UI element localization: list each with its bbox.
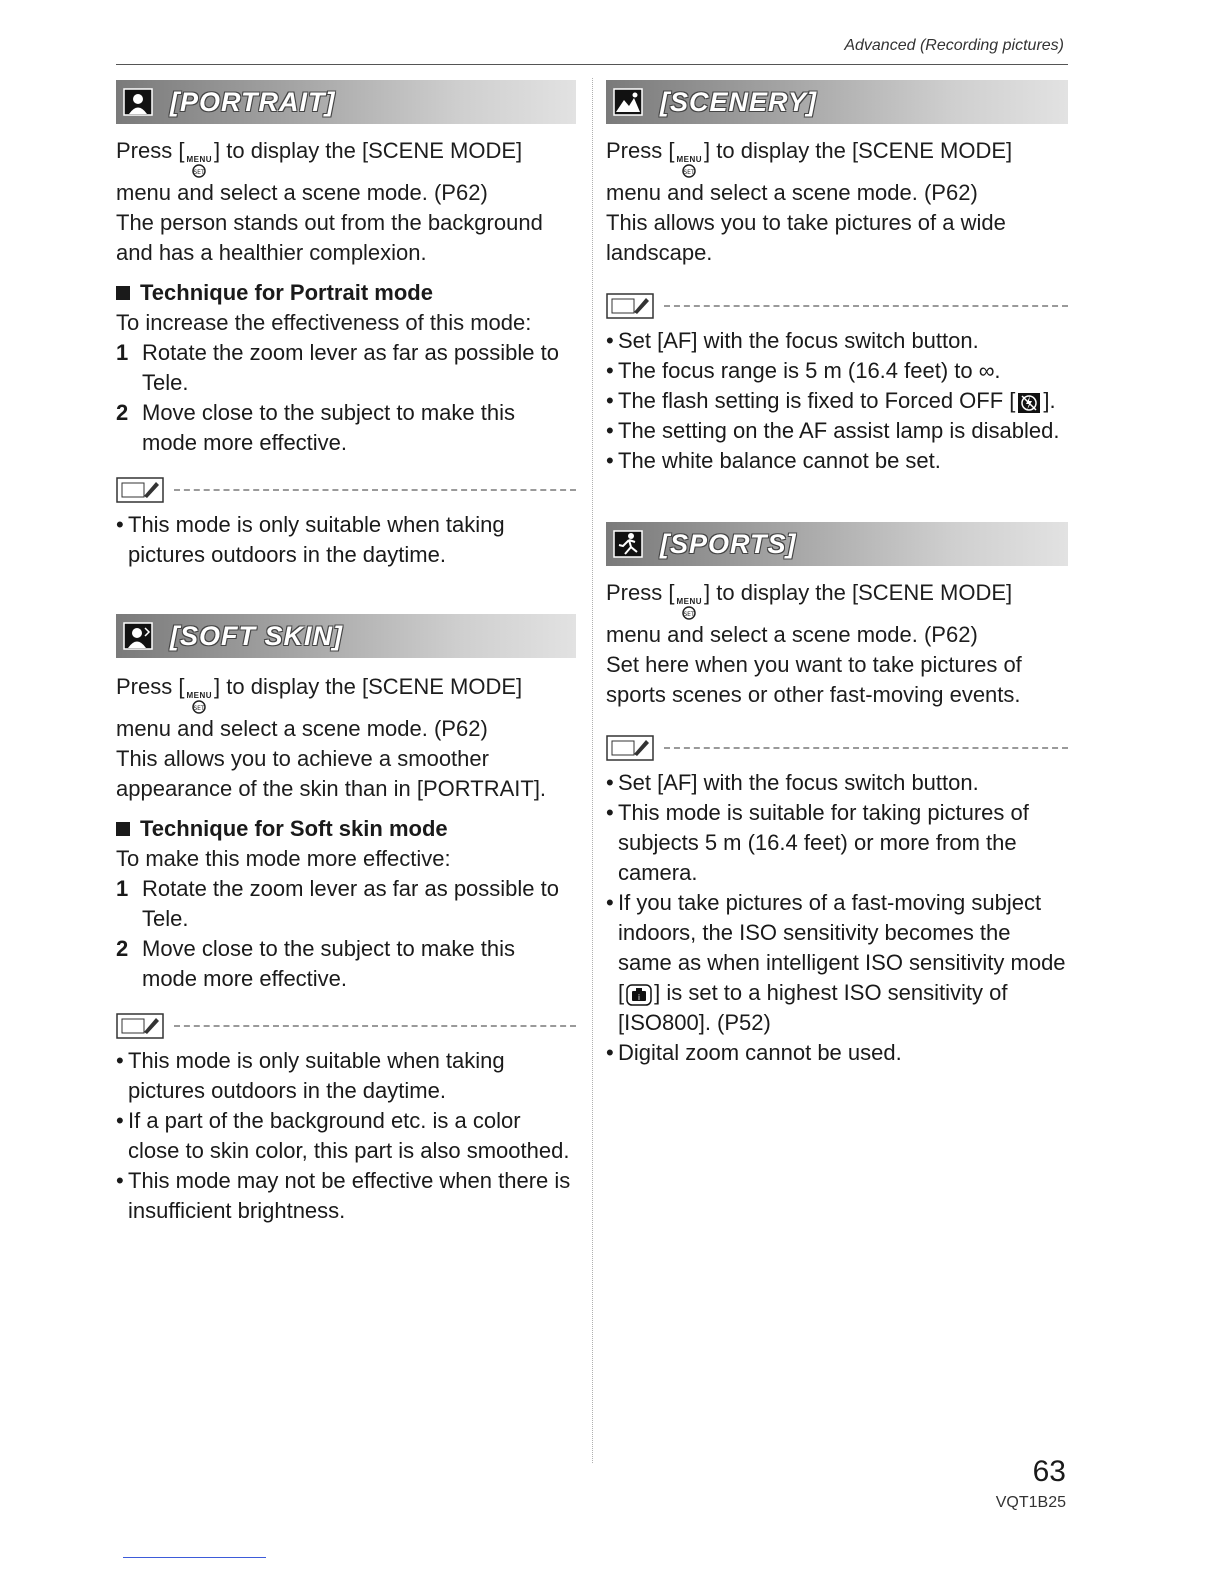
portrait-section-bar xyxy=(116,80,576,124)
note-icon xyxy=(116,477,164,503)
scenery-mode-icon xyxy=(612,87,644,117)
list-item: • This mode is only suitable when taking pictures outdoors in the daytime. xyxy=(116,1048,505,1103)
soft-skin-note-divider xyxy=(116,1010,576,1042)
column-divider xyxy=(592,78,593,1463)
menu-set-button-icon: MENU SET xyxy=(186,691,213,712)
list-item: 1 Rotate the zoom lever as far as possible to Tele. xyxy=(116,340,559,395)
scenery-press-instruction: Press [ MENU SET ] to display the [SCENE MODE] menu and select a scene mode. (P62) xyxy=(606,138,1013,205)
svg-text:SET: SET xyxy=(193,705,205,712)
list-item: 2 Move close to the subject to make this mode more effective. xyxy=(116,936,515,991)
portrait-title: [PORTRAIT] xyxy=(170,86,336,117)
list-item: • The white balance cannot be set. xyxy=(606,448,941,473)
soft-skin-mode-icon xyxy=(122,621,154,651)
sports-press-instruction: Press [ MENU SET ] to display the [SCENE MODE] menu and select a scene mode. (P62) xyxy=(606,580,1013,647)
menu-set-button-icon: MENU SET xyxy=(676,155,703,176)
sports-mode-icon xyxy=(612,529,644,559)
list-item: • This mode is suitable for taking pictures of subjects 5 m (16.4 feet) or more from the camera. xyxy=(606,800,1029,885)
list-item: • The flash setting is fixed to Forced OFF [ ]. xyxy=(606,388,1056,413)
svg-text:SET: SET xyxy=(193,169,205,176)
soft-skin-title: [SOFT SKIN] xyxy=(170,620,343,651)
portrait-technique-intro: To increase the effectiveness of this mode: xyxy=(116,310,532,335)
scenery-title: [SCENERY] xyxy=(660,86,818,117)
svg-text:SET: SET xyxy=(683,611,695,618)
header-rule xyxy=(116,64,1068,65)
list-item: • The setting on the AF assist lamp is disabled. xyxy=(606,418,1060,443)
scenery-section-bar xyxy=(606,80,1068,124)
portrait-description: The person stands out from the background and has a healthier complexion. xyxy=(116,210,543,265)
note-icon xyxy=(606,735,654,761)
document-code: VQT1B25 xyxy=(995,1494,1066,1511)
list-item: • This mode may not be effective when there is insufficient brightness. xyxy=(116,1168,571,1223)
sports-note-divider xyxy=(606,732,1068,764)
list-item: • The focus range is 5 m (16.4 feet) to ∞. xyxy=(606,358,1001,383)
soft-skin-description: This allows you to achieve a smoother appearance of the skin than in [PORTRAIT]. xyxy=(116,746,547,801)
square-bullet-icon xyxy=(116,286,130,300)
sports-description: Set here when you want to take pictures of sports scenes or other fast-moving events. xyxy=(606,652,1022,707)
list-item: 1 Rotate the zoom lever as far as possible to Tele. xyxy=(116,876,559,931)
list-item: • This mode is only suitable when taking pictures outdoors in the daytime. xyxy=(116,512,505,567)
footer-rule xyxy=(123,1557,266,1558)
page-number: 63 xyxy=(1032,1455,1066,1488)
sports-section-bar xyxy=(606,522,1068,566)
scenery-description: This allows you to take pictures of a wide landscape. xyxy=(606,210,1006,265)
list-item: 2 Move close to the subject to make this mode more effective. xyxy=(116,400,515,455)
soft-skin-technique-intro: To make this mode more effective: xyxy=(116,846,451,871)
running-header: Advanced (Recording pictures) xyxy=(844,37,1064,54)
portrait-mode-icon xyxy=(122,87,154,117)
portrait-technique-title: Technique for Portrait mode xyxy=(116,278,576,308)
list-item: • If a part of the background etc. is a color close to skin color, this part is also smoothed. xyxy=(116,1108,570,1163)
svg-text:i: i xyxy=(638,993,641,1002)
square-bullet-icon xyxy=(116,822,130,836)
portrait-press-instruction: Press [ MENU SET ] to display the [SCENE MODE] menu and select a scene mode. (P62) xyxy=(116,138,523,205)
menu-set-button-icon: MENU SET xyxy=(186,155,213,176)
list-item: • Set [AF] with the focus switch button. xyxy=(606,328,979,353)
list-item: • Set [AF] with the focus switch button. xyxy=(606,770,979,795)
right-column xyxy=(606,80,1068,1068)
intelligent-iso-icon xyxy=(626,984,652,1006)
soft-skin-section-bar xyxy=(116,614,576,658)
portrait-note-divider xyxy=(116,474,576,506)
list-item: • Digital zoom cannot be used. xyxy=(606,1040,902,1065)
svg-text:SET: SET xyxy=(683,169,695,176)
note-icon xyxy=(606,293,654,319)
list-item: • If you take pictures of a fast-moving subject indoors, the ISO sensitivity becomes the same as when intelligent ISO sensitivity mode [ i ] is set to a highest ISO sensitivity of [ISO800]. (P52) xyxy=(606,890,1066,1035)
sports-title: [SPORTS] xyxy=(660,528,797,559)
soft-skin-press-instruction: Press [ MENU SET ] to display the [SCENE MODE] menu and select a scene mode. (P62) xyxy=(116,674,523,741)
soft-skin-technique-title: Technique for Soft skin mode xyxy=(116,814,576,844)
note-icon xyxy=(116,1013,164,1039)
scenery-note-divider xyxy=(606,290,1068,322)
left-column xyxy=(116,80,576,1226)
flash-off-icon xyxy=(1017,392,1041,414)
menu-set-button-icon: MENU SET xyxy=(676,597,703,618)
